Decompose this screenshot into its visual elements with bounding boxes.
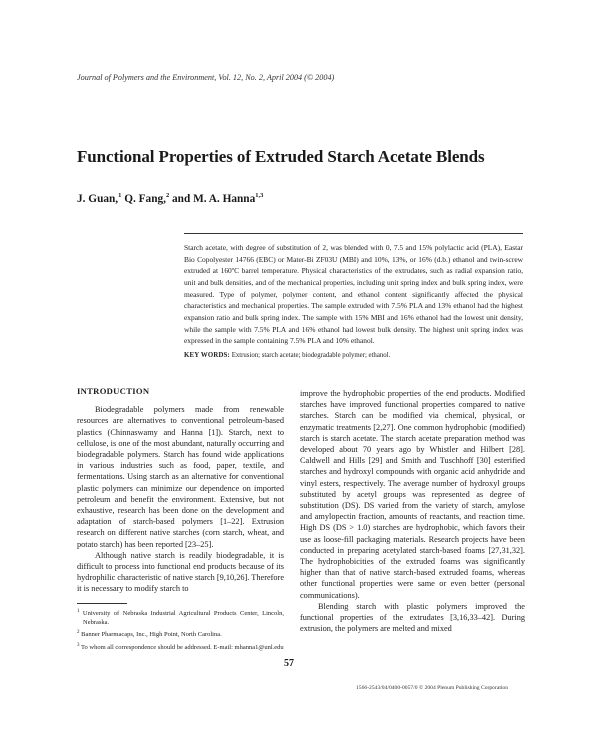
author-name: J. Guan,: [77, 193, 119, 205]
page-number: 57: [284, 658, 294, 669]
abstract-divider: [184, 233, 523, 234]
article-title: Functional Properties of Extruded Starch Acetate Blends: [77, 147, 485, 166]
left-column: [77, 386, 284, 595]
right-column: [300, 388, 525, 634]
author-affiliation-mark: 1: [118, 192, 122, 199]
author-name: and M. A. Hanna: [172, 193, 256, 205]
author-list: [77, 192, 263, 205]
section-heading: INTRODUCTION: [77, 386, 150, 396]
footnote-text: University of Nebraska Industrial Agricultural Products Center, Lincoln, Nebraska.: [79, 610, 284, 627]
footnote-mark: 3: [77, 642, 80, 648]
body-paragraph: Biodegradable polymers made from renewable resources are alternatives to conventional petroleum-based plastics (Chinnaswamy and Hanna [1]). Starch, next to cellulose, is one of the most abundant, naturally occurring and biodegradable polymers. Starch has found wide applications in various industries such as food, paper, textile, and fermentations. Using starch as an alternative for conventional plastic polymers can minimize our dependence on imported petroleum and benefit the environment. Extensive, but not exhaustive, research has been done on the development and adaptation of starch-based polymers [1–22]. Extrusion research on different native starches (corn starch, wheat, and potato starch) has been reported [23–25].: [77, 405, 284, 549]
footnote: [77, 628, 284, 639]
body-paragraph: Although native starch is readily biodegradable, it is difficult to process into functional end products because of its hydrophilic characteristic of native starch [9,10,26]. Therefore it is necessary to modify starch to: [77, 550, 284, 594]
author-affiliation-mark: 1,3: [255, 192, 264, 199]
footnote-mark: 2: [77, 630, 80, 636]
author-affiliation-mark: 2: [165, 192, 170, 199]
body-paragraph: improve the hydrophobic properties of the end products. Modified starches have improved functional properties compared to native starches. Starch can be modified via chemical, physical, or enzymatic treatments [2,27]. One common hydrophobic (modified) starch is starch acetate. The starch acetate preparation method was developed about 70 years ago by Whistler and Hilbert [28]. Caldwell and Hills [29] and Smith and Tuschhoff [30] esterified starches and hydroxyl compounds with organic acid anhydride and vinyl esters, respectively. The average number of hydroxyl groups substituted by acetyl groups was represented as degree of substitution (DS). DS varied from the variety of starch, amylose and amylopectin fraction, amounts of reactants, and reaction time. High DS (DS > 1.0) starches are hydrophobic, which favors their use as loose-fill packaging materials. Research projects have been conducted in preparing acetylated starch-based foams [27,31,32]. The hydrophobicities of the extruded foams was significantly higher than that of native starch-based extruded foams, whereas other functional properties were same or even better (personal communications).: [300, 389, 525, 600]
journal-header: Journal of Polymers and the Environment, Vol. 12, No. 2, April 2004 (© 2004): [77, 73, 335, 82]
footnote-divider: [77, 603, 127, 604]
footnote: [77, 607, 284, 627]
footnote: [77, 641, 284, 652]
footnotes: [77, 607, 284, 653]
footnote-mark: 1: [77, 609, 80, 614]
keywords-label: KEY WORDS:: [184, 352, 230, 359]
footnote-text: To whom all correspondence should be addressed. E-mail: mhanna1@unl.edu: [79, 643, 284, 651]
footnote-text: Banner Pharmacaps, Inc., High Point, North Carolina.: [79, 631, 222, 639]
body-paragraph: Blending starch with plastic polymers improved the functional properties of the extrudates [3,16,33–42]. During extrusion, the polymers are melted and mixed: [300, 601, 525, 634]
author-name: Q. Fang,: [124, 193, 166, 205]
copyright-notice: 1566-2543/04/0400-0057/0 © 2004 Plenum Publishing Corporation: [356, 685, 509, 691]
keywords-line: [184, 351, 523, 361]
keywords-list: Extrusion; starch acetate; biodegradable polymer; ethanol.: [230, 352, 391, 359]
abstract-text: Starch acetate, with degree of substitution of 2, was blended with 0, 7.5 and 15% polylactic acid (PLA), Eastar Bio Copolyester 14766 (EBC) or Mater-Bi ZF03U (MBI) and 10%, 13%, or 16% (d.b.) ethanol and twin-screw extruded at 160ºC barrel temperature. Physical characteristics of the extrudates, such as radial expansion ratio, unit and bulk densities, and of the mechanical properties, including unit spring index and bulk spring index, were measured. Type of polymer, polymer content, and ethanol content significantly affected the physical characteristics and mechanical properties. The sample extruded with 7.5% PLA and 13% ethanol had the highest expansion ratio and bulk spring index. The sample with 15% MBI and 16% ethanol had the lowest unit density, while the sample with 7.5% PLA and 16% ethanol had lowest bulk density. The highest unit spring index was expressed in the sample containing 7.5% PLA and 10% ethanol.: [184, 243, 523, 346]
